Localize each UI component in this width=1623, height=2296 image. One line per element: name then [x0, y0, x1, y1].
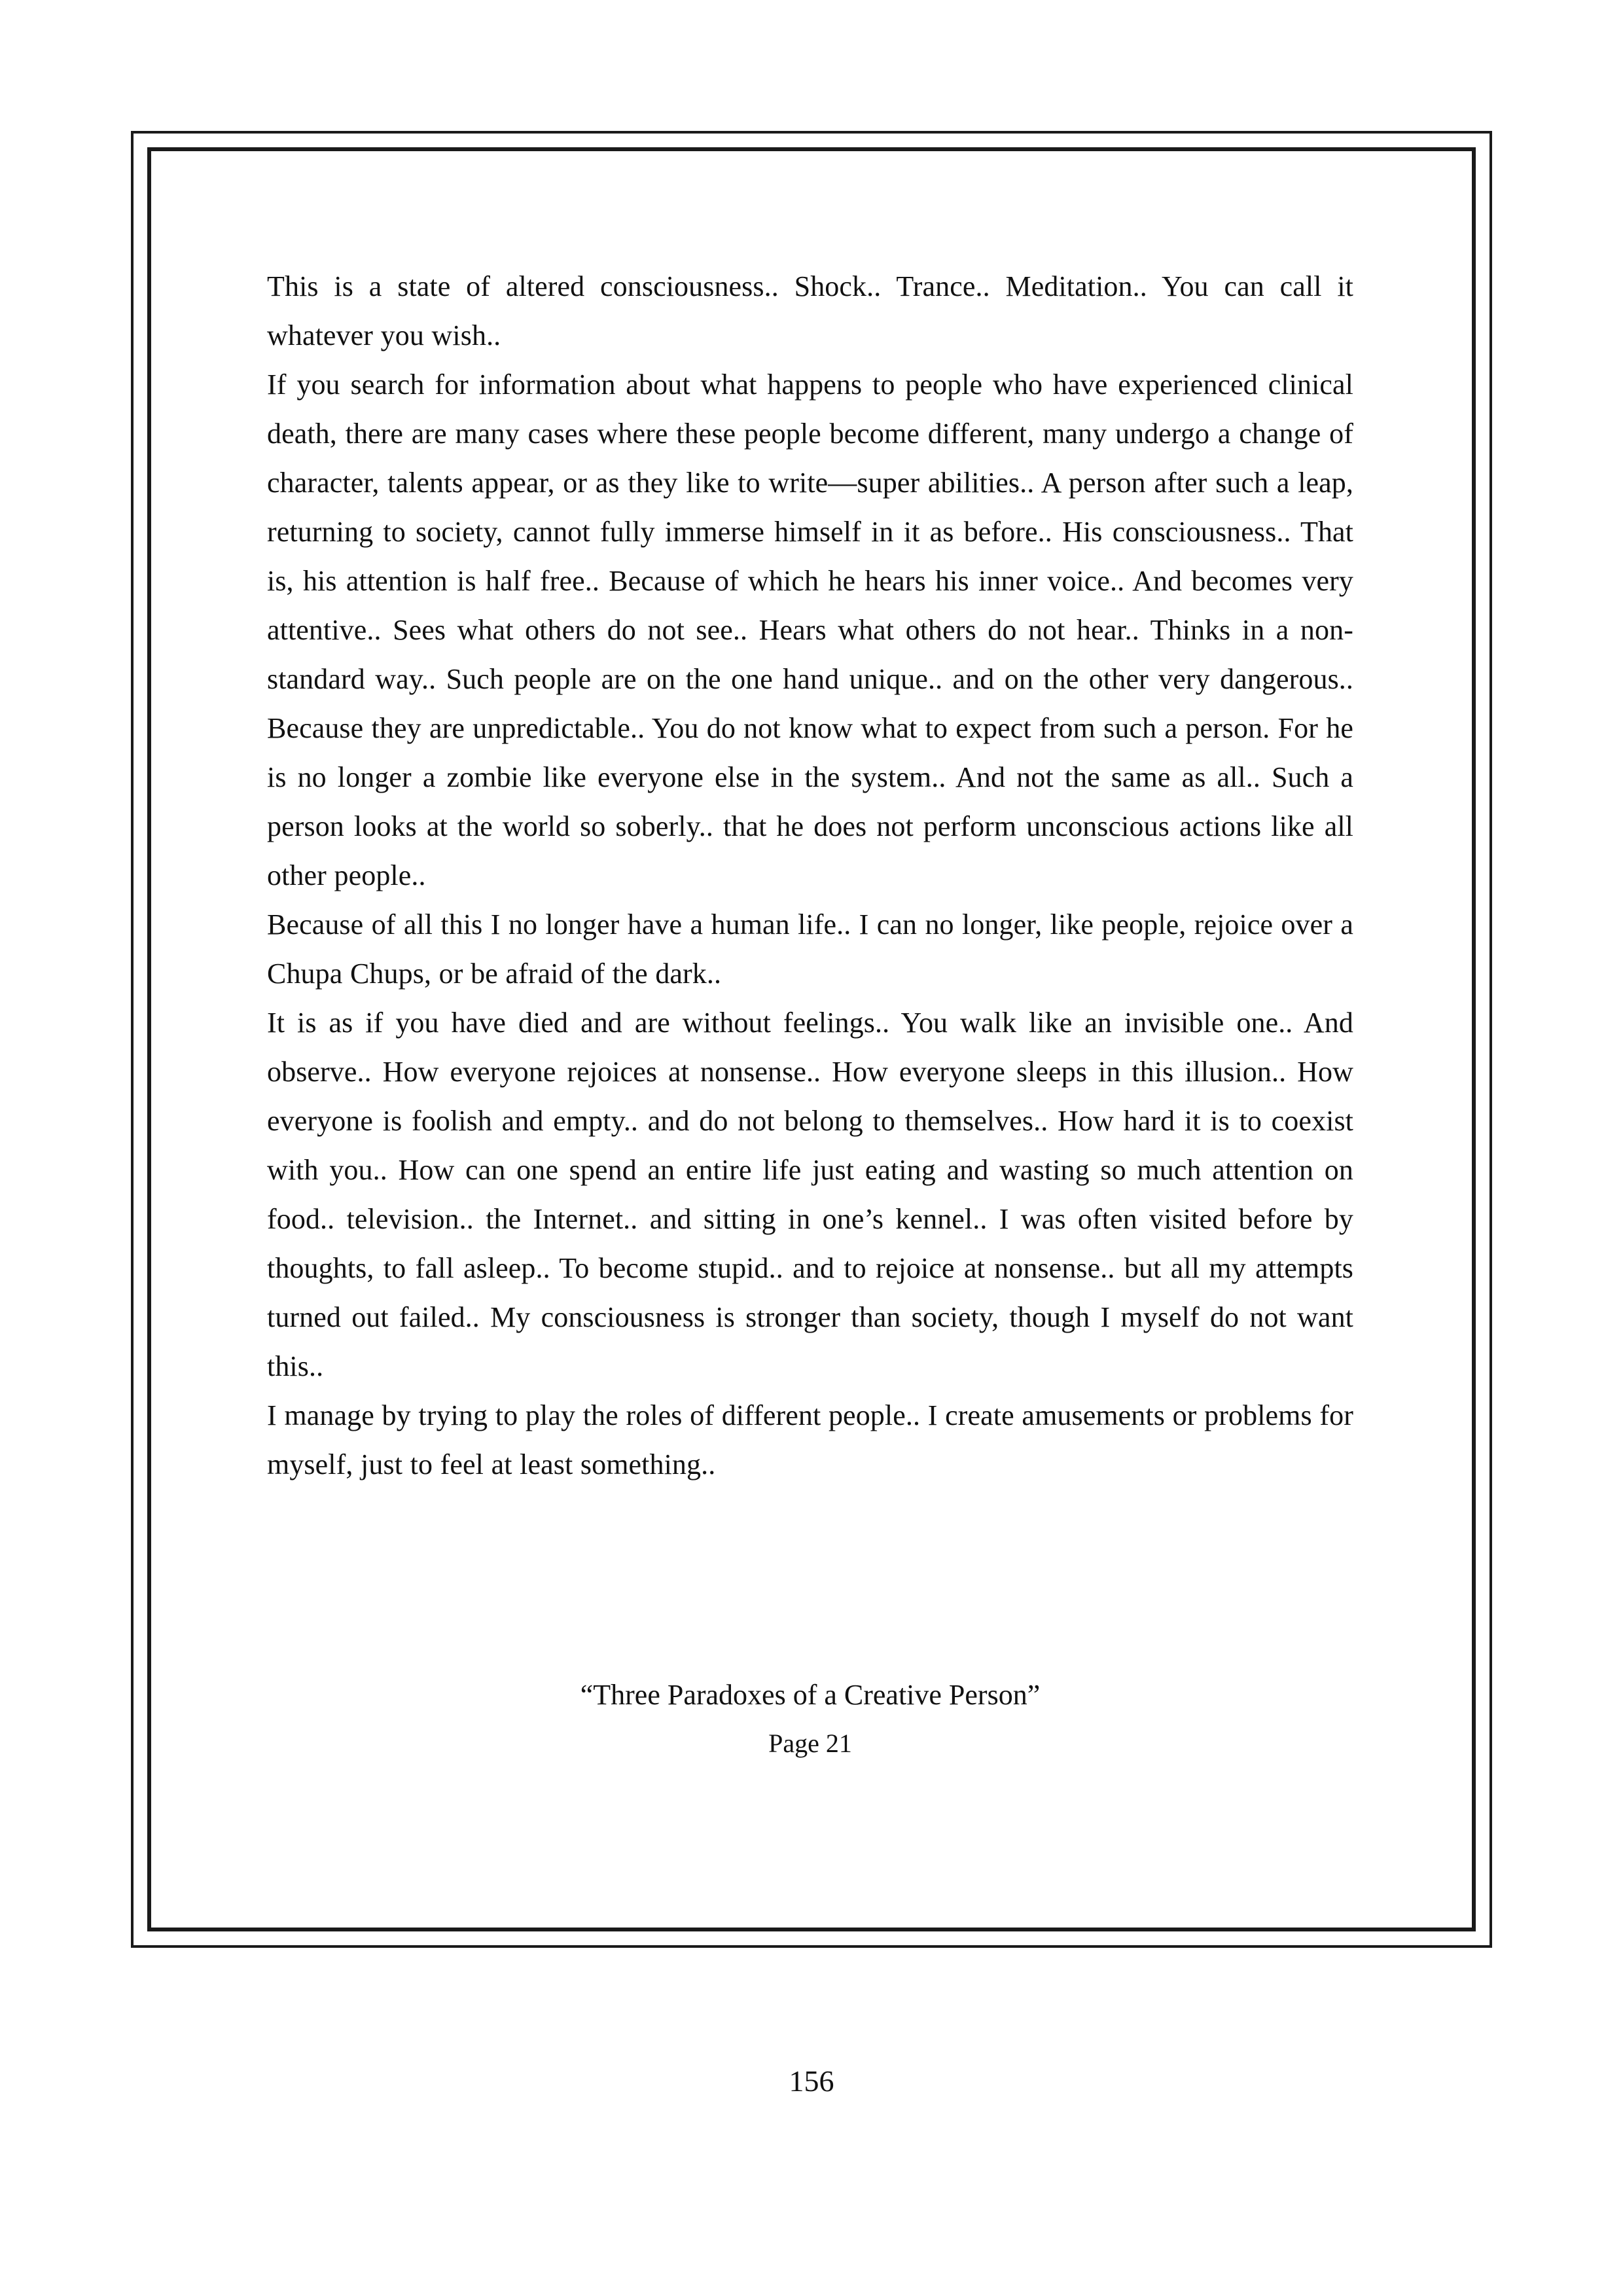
paragraph: Because of all this I no longer have a human life.. I can no longer, like people, rejoice over a Chupa Chups, or be afraid of the dark..: [267, 908, 1353, 990]
book-title: “Three Paradoxes of a Creative Person”: [580, 1679, 1041, 1711]
paragraph: It is as if you have died and are without feelings.. You walk like an invisible one.. And observe.. How everyone rejoices at nonsense.. How everyone sleeps in this illusion.. How everyone is foolish and empty.. and do not belong to themselves.. How hard it is to coexist with you.. How can one spend an entire life just eating and wasting so much attention on food.. television.. the Internet.. and sitting in one’s kennel.. I was often visited before by thoughts, to fall asleep.. To become stupid.. and to rejoice at nonsense.. but all my attempts turned out failed.. My consciousness is stronger than society, though I myself do not want this..: [267, 1007, 1353, 1382]
paragraph: If you search for information about what happens to people who have experienced clinical death, there are many cases where these people become different, many undergo a change of character, talents appear, or as they like to write—super abilities.. A person after such a leap, returning to society, cannot fully immerse himself in it as before.. His consciousness.. That is, his attention is half free.. Because of which he hears his inner voice.. And becomes very attentive.. Sees what others do not see.. Hears what others do not hear.. Thinks in a non-standard way.. Such people are on the one hand unique.. and on the other very dangerous.. Because they are unpredictable.. You do not know what to expect from such a person. For he is no longer a zombie like everyone else in the system.. And not the same as all.. Such a person looks at the world so soberly.. that he does not perform unconscious actions like all other people..: [267, 368, 1353, 891]
source-attribution: [267, 1672, 1353, 1765]
page-number: 156: [789, 2064, 834, 2098]
source-page-reference: Page 21: [768, 1729, 852, 1758]
paragraph: I manage by trying to play the roles of different people.. I create amusements or problems for myself, just to feel at least something..: [267, 1399, 1353, 1480]
body-text-column: [267, 262, 1353, 1489]
paragraph: This is a state of altered consciousness.. Shock.. Trance.. Meditation.. You can call it whatever you wish..: [267, 270, 1353, 351]
